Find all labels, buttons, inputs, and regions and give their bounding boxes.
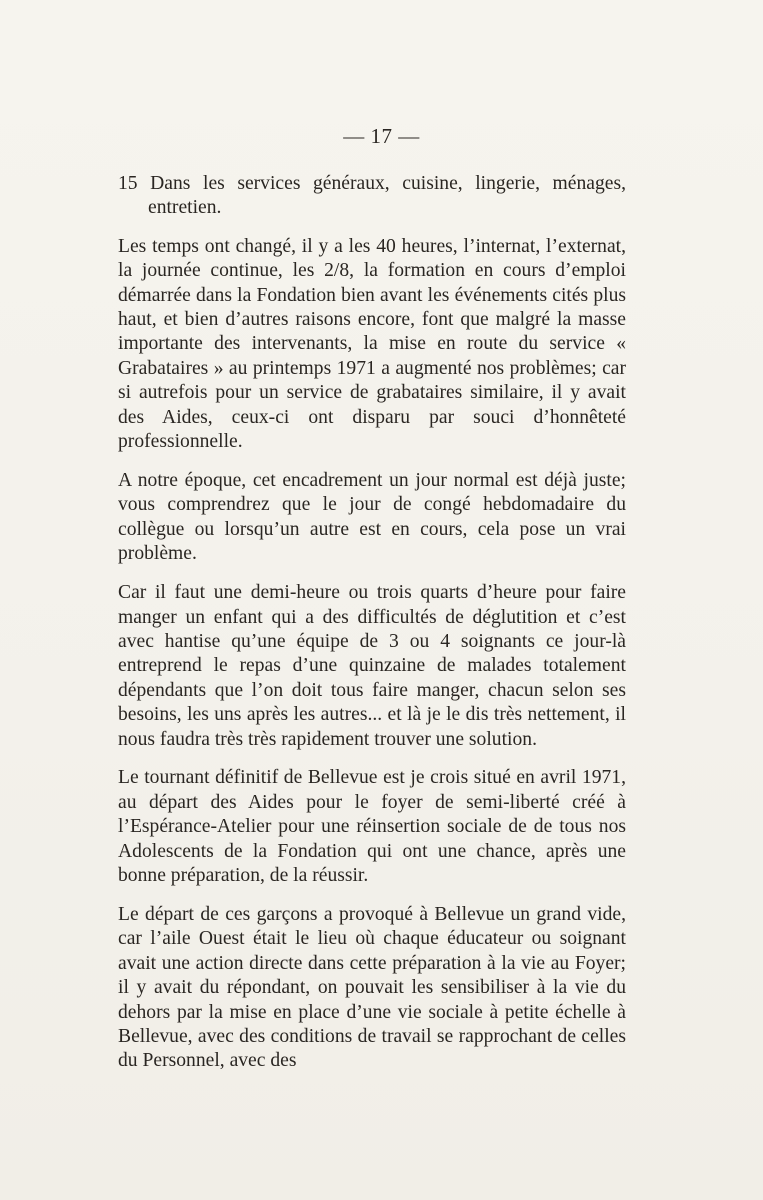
paragraph: Le départ de ces garçons a provoqué à Bellevue un grand vide, car l’aile Ouest était le lieu où chaque éducateur ou soignant avait une action directe dans cette préparation à la vie au Foyer; il y avait du répondant, on pouvait les sensibiliser à la vie du dehors par la mise en place d’une vie sociale à petite échelle à Bellevue, avec des conditions de travail se rapprochant de celles du Personnel, avec des <box>118 903 626 1072</box>
page-number: — 17 — <box>343 124 420 148</box>
paragraph: Car il faut une demi-heure ou trois quarts d’heure pour faire manger un enfant qui a des difficultés de déglutition et c’est avec hantise qu’une équipe de 3 ou 4 soignants ce jour-là entreprend le repas d’une quinzaine de malades totalement dépendants que l’on doit tous faire manger, chacun selon ses besoins, les uns après les autres... et là je le dis très nettement, il nous faudra très très rapidement trouver une solution. <box>118 582 626 750</box>
numbered-item: 15 Dans les services généraux, cuisine, lingerie, ménages, entretien. <box>118 173 626 219</box>
paragraph: Les temps ont changé, il y a les 40 heures, l’internat, l’externat, la journée continue, les 2/8, la formation en cours d’emploi démarrée dans la Fondation bien avant les événements cités plus haut, et bien d’autres raisons encore, font que malgré la masse importante des intervenants, la mise en route du service « Grabataires » au printemps 1971 a augmenté nos problèmes; car si autrefois pour un service de grabataires similaire, il y avait des Aides, ceux-ci ont disparu par souci d’honnêteté professionnelle. <box>118 235 626 453</box>
paragraph: Le tournant définitif de Bellevue est je crois situé en avril 1971, au départ des Aides pour le foyer de semi-liberté créé à l’Espérance-Atelier pour une réinsertion sociale de de tous nos Adolescents de la Fondation qui ont une chance, après une bonne préparation, de la réussir. <box>118 767 626 887</box>
body-text <box>118 172 626 1088</box>
paragraph: A notre époque, cet encadrement un jour normal est déjà juste; vous comprendrez que le jour de congé hebdomadaire du collègue ou lorsqu’un autre est en cours, cela pose un vrai problème. <box>118 469 626 565</box>
